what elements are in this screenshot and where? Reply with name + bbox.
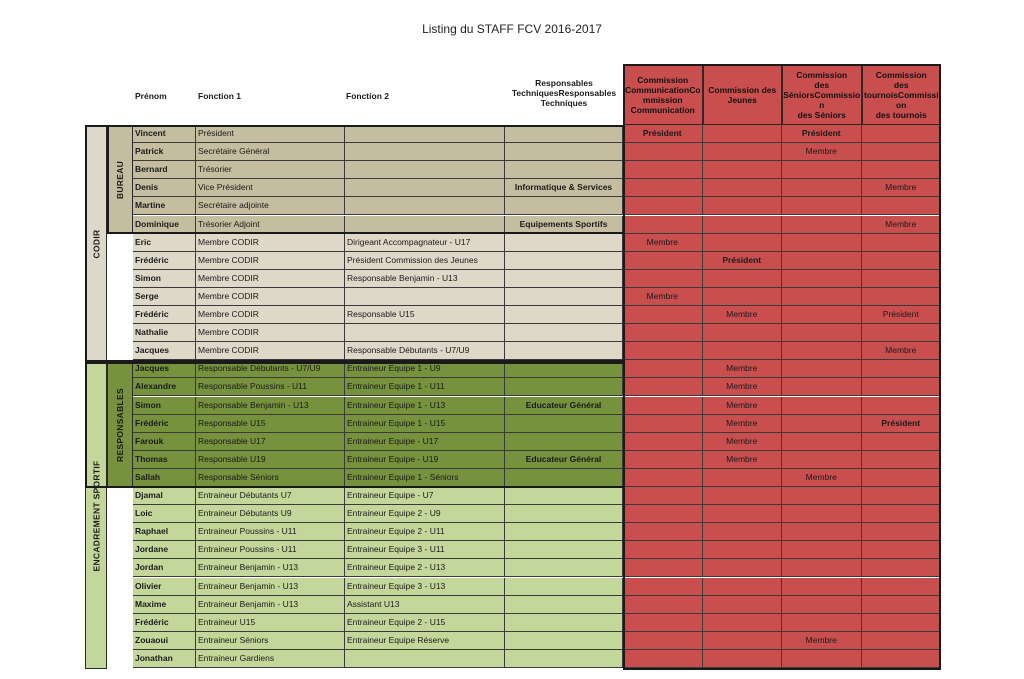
table-row	[133, 650, 941, 668]
commission-cell-4	[862, 433, 942, 451]
table-row	[133, 415, 941, 433]
table-row	[133, 179, 941, 197]
commission-cell-1: Membre	[623, 288, 703, 306]
commission-cell-1	[623, 324, 703, 342]
commission-cell-2: Membre	[703, 415, 783, 433]
commission-cell-2: Membre	[703, 397, 783, 415]
commission-cell-4	[862, 234, 942, 252]
fonction-2: Entraineur Equipe 1 - Séniors	[345, 469, 505, 487]
commission-cell-2	[703, 342, 783, 360]
group-codir-label: CODIR	[91, 229, 102, 258]
table-row	[133, 578, 941, 596]
commission-cell-1	[623, 342, 703, 360]
header-fonction-2: Fonction 2	[346, 91, 389, 101]
commission-cell-1	[623, 378, 703, 396]
responsable-technique	[505, 324, 623, 342]
group-bureau	[107, 125, 133, 234]
fonction-2: Entraineur Equipe 1 - U11	[345, 378, 505, 396]
table-row	[133, 252, 941, 270]
commission-cell-4	[862, 541, 942, 559]
fonction-2	[345, 161, 505, 179]
responsable-technique	[505, 125, 623, 143]
fonction-2: Entraineur Equipe 3 - U11	[345, 541, 505, 559]
fonction-2	[345, 216, 505, 234]
commission-cell-4	[862, 632, 942, 650]
responsable-technique	[505, 487, 623, 505]
commission-cell-3	[782, 288, 862, 306]
commission-cell-4	[862, 469, 942, 487]
fonction-1: Responsable U15	[196, 415, 345, 433]
commission-cell-1	[623, 596, 703, 614]
commission-cell-2	[703, 614, 783, 632]
staff-name: Serge	[133, 288, 196, 306]
commission-cell-3: Membre	[782, 632, 862, 650]
fonction-2: Entraineur Equipe - U17	[345, 433, 505, 451]
table-row	[133, 614, 941, 632]
group-bureau-label: BUREAU	[115, 160, 126, 199]
commission-cell-3	[782, 397, 862, 415]
commission-header-1: Commission CommunicationCo mmission Communication	[623, 64, 703, 125]
fonction-1: Membre CODIR	[196, 306, 345, 324]
table-row	[133, 505, 941, 523]
commission-cell-3	[782, 415, 862, 433]
commission-cell-4	[862, 487, 942, 505]
responsable-technique: Informatique & Services	[505, 179, 623, 197]
table-row	[133, 125, 941, 143]
responsable-technique	[505, 469, 623, 487]
commission-cell-3	[782, 216, 862, 234]
group-encadrement-sportif	[85, 362, 107, 669]
fonction-1: Membre CODIR	[196, 324, 345, 342]
fonction-2: Entraineur Equipe 3 - U13	[345, 578, 505, 596]
commission-cell-3	[782, 505, 862, 523]
staff-name: Sallah	[133, 469, 196, 487]
fonction-1: Entraineur Débutants U7	[196, 487, 345, 505]
commission-cell-2	[703, 161, 783, 179]
commission-cell-4	[862, 270, 942, 288]
commission-cell-1	[623, 614, 703, 632]
commission-cell-1	[623, 216, 703, 234]
table-row	[133, 487, 941, 505]
fonction-1: Entraineur Séniors	[196, 632, 345, 650]
commission-cell-2	[703, 541, 783, 559]
staff-name: Jordane	[133, 541, 196, 559]
fonction-1: Membre CODIR	[196, 342, 345, 360]
commission-cell-3	[782, 252, 862, 270]
table-row	[133, 451, 941, 469]
fonction-1: Membre CODIR	[196, 288, 345, 306]
commission-cell-2	[703, 650, 783, 668]
responsable-technique	[505, 161, 623, 179]
commission-cell-4	[862, 252, 942, 270]
commission-cell-1	[623, 415, 703, 433]
commission-cell-1	[623, 559, 703, 577]
responsable-technique	[505, 632, 623, 650]
responsable-technique	[505, 614, 623, 632]
commission-cell-1	[623, 179, 703, 197]
table-row	[133, 397, 941, 415]
commission-cell-2: Membre	[703, 360, 783, 378]
commission-header-4: Commission des tournoisCommissi on des tournois	[862, 64, 942, 125]
commission-cell-1: Membre	[623, 234, 703, 252]
commission-cell-1: Président	[623, 125, 703, 143]
fonction-1: Responsable Poussins - U11	[196, 378, 345, 396]
group-codir	[85, 125, 107, 362]
fonction-2: Responsable U15	[345, 306, 505, 324]
commission-cell-1	[623, 469, 703, 487]
staff-name: Olivier	[133, 578, 196, 596]
commission-cell-2	[703, 578, 783, 596]
commission-cell-2	[703, 197, 783, 215]
commission-cell-3	[782, 523, 862, 541]
fonction-1: Trésorier	[196, 161, 345, 179]
fonction-2: Responsable Benjamin - U13	[345, 270, 505, 288]
responsable-technique	[505, 415, 623, 433]
commission-cell-3	[782, 433, 862, 451]
table-row	[133, 541, 941, 559]
fonction-2	[345, 125, 505, 143]
commission-cell-4	[862, 360, 942, 378]
responsable-technique	[505, 143, 623, 161]
fonction-1: Responsable U17	[196, 433, 345, 451]
table-row	[133, 306, 941, 324]
responsable-technique	[505, 650, 623, 668]
commission-cell-1	[623, 578, 703, 596]
responsable-technique	[505, 578, 623, 596]
commission-cell-4	[862, 559, 942, 577]
responsable-technique	[505, 523, 623, 541]
table-row	[133, 234, 941, 252]
commission-cell-3	[782, 596, 862, 614]
commission-cell-2	[703, 216, 783, 234]
commission-cell-4: Président	[862, 306, 942, 324]
commission-cell-4	[862, 614, 942, 632]
table-row	[133, 559, 941, 577]
fonction-1: Entraineur Poussins - U11	[196, 541, 345, 559]
commission-header-3: Commission des SéniorsCommissio n des Séniors	[782, 64, 862, 125]
commission-cell-4	[862, 505, 942, 523]
commission-cell-1	[623, 306, 703, 324]
staff-name: Simon	[133, 397, 196, 415]
commission-cell-2: Président	[703, 252, 783, 270]
table-row	[133, 288, 941, 306]
staff-name: Alexandre	[133, 378, 196, 396]
commission-cell-1	[623, 397, 703, 415]
commission-cell-2	[703, 523, 783, 541]
fonction-2	[345, 324, 505, 342]
fonction-1: Président	[196, 125, 345, 143]
responsable-technique: Educateur Général	[505, 397, 623, 415]
fonction-1: Vice Président	[196, 179, 345, 197]
fonction-1: Entraineur U15	[196, 614, 345, 632]
fonction-2: Entraineur Equipe - U7	[345, 487, 505, 505]
responsable-technique	[505, 559, 623, 577]
fonction-2	[345, 143, 505, 161]
table-row	[133, 270, 941, 288]
fonction-2	[345, 288, 505, 306]
fonction-1: Responsable Séniors	[196, 469, 345, 487]
staff-name: Vincent	[133, 125, 196, 143]
commission-cell-3	[782, 306, 862, 324]
table-row	[133, 197, 941, 215]
commission-cell-1	[623, 433, 703, 451]
staff-name: Frédéric	[133, 415, 196, 433]
commission-cell-3	[782, 614, 862, 632]
staff-name: Raphael	[133, 523, 196, 541]
table-row	[133, 469, 941, 487]
commission-cell-2	[703, 324, 783, 342]
staff-name: Thomas	[133, 451, 196, 469]
fonction-2: Entraineur Equipe 2 - U13	[345, 559, 505, 577]
commission-cell-1	[623, 270, 703, 288]
responsable-technique	[505, 270, 623, 288]
commission-cell-1	[623, 487, 703, 505]
responsable-technique	[505, 197, 623, 215]
commission-cell-1	[623, 451, 703, 469]
table-row	[133, 360, 941, 378]
staff-name: Frédéric	[133, 614, 196, 632]
fonction-1: Membre CODIR	[196, 234, 345, 252]
fonction-1: Responsable U19	[196, 451, 345, 469]
staff-name: Zouaoui	[133, 632, 196, 650]
fonction-1: Responsable Débutants - U7/U9	[196, 360, 345, 378]
commission-cell-2	[703, 143, 783, 161]
responsable-technique	[505, 378, 623, 396]
fonction-1: Entraineur Benjamin - U13	[196, 559, 345, 577]
commission-cell-4	[862, 451, 942, 469]
commission-cell-3	[782, 559, 862, 577]
staff-name: Frédéric	[133, 306, 196, 324]
commission-cell-4: Membre	[862, 216, 942, 234]
staff-name: Maxime	[133, 596, 196, 614]
fonction-1: Entraineur Benjamin - U13	[196, 578, 345, 596]
commission-cell-4	[862, 125, 942, 143]
header-prenom: Prénom	[135, 91, 167, 101]
commission-cell-3	[782, 378, 862, 396]
staff-name: Nathalie	[133, 324, 196, 342]
commission-cell-3: Membre	[782, 469, 862, 487]
commission-cell-1	[623, 143, 703, 161]
table-row	[133, 632, 941, 650]
commission-cell-3	[782, 578, 862, 596]
staff-name: Simon	[133, 270, 196, 288]
commission-cell-2	[703, 469, 783, 487]
staff-name: Bernard	[133, 161, 196, 179]
commission-cell-4	[862, 143, 942, 161]
fonction-2: Président Commission des Jeunes	[345, 252, 505, 270]
fonction-1: Entraineur Poussins - U11	[196, 523, 345, 541]
commission-cell-2: Membre	[703, 451, 783, 469]
commission-cell-1	[623, 541, 703, 559]
group-responsables	[107, 362, 133, 488]
table-row	[133, 216, 941, 234]
commission-cell-3	[782, 324, 862, 342]
commission-cell-2	[703, 125, 783, 143]
staff-name: Djamal	[133, 487, 196, 505]
fonction-2: Dirigeant Accompagnateur - U17	[345, 234, 505, 252]
staff-name: Martine	[133, 197, 196, 215]
commission-cell-3	[782, 451, 862, 469]
commission-cell-3: Président	[782, 125, 862, 143]
commission-cell-3	[782, 360, 862, 378]
responsable-technique	[505, 433, 623, 451]
commission-cell-2	[703, 596, 783, 614]
staff-name: Denis	[133, 179, 196, 197]
commission-cell-2	[703, 487, 783, 505]
staff-name: Farouk	[133, 433, 196, 451]
table-row	[133, 143, 941, 161]
commission-cell-4	[862, 288, 942, 306]
commission-cell-2: Membre	[703, 306, 783, 324]
responsable-technique	[505, 342, 623, 360]
commission-cell-3	[782, 234, 862, 252]
commission-cell-2	[703, 179, 783, 197]
commission-cell-3	[782, 342, 862, 360]
commission-cell-4	[862, 523, 942, 541]
responsable-technique	[505, 234, 623, 252]
commission-cell-1	[623, 523, 703, 541]
commission-cell-2	[703, 559, 783, 577]
commission-cell-4	[862, 324, 942, 342]
commission-cell-1	[623, 252, 703, 270]
commission-cell-2	[703, 234, 783, 252]
commission-cell-3	[782, 179, 862, 197]
commission-cell-4	[862, 397, 942, 415]
fonction-2: Entraineur Equipe 2 - U9	[345, 505, 505, 523]
commission-cell-4	[862, 650, 942, 668]
commission-cell-4	[862, 596, 942, 614]
fonction-1: Membre CODIR	[196, 252, 345, 270]
page-title: Listing du STAFF FCV 2016-2017	[422, 22, 602, 36]
staff-name: Loic	[133, 505, 196, 523]
table-row	[133, 433, 941, 451]
commission-cell-2: Membre	[703, 378, 783, 396]
fonction-1: Secrétaire adjointe	[196, 197, 345, 215]
commission-cell-3	[782, 270, 862, 288]
fonction-2	[345, 650, 505, 668]
commission-cell-3	[782, 650, 862, 668]
header-fonction-1: Fonction 1	[198, 91, 241, 101]
staff-name: Jordan	[133, 559, 196, 577]
responsable-technique	[505, 596, 623, 614]
fonction-2: Responsable Débutants - U7/U9	[345, 342, 505, 360]
commission-header-2: Commission des Jeunes	[703, 64, 783, 125]
header-responsables-techniques: Responsables TechniquesResponsables Techniques	[511, 78, 617, 108]
fonction-2	[345, 197, 505, 215]
commission-cell-1	[623, 650, 703, 668]
fonction-2: Entraineur Equipe Réserve	[345, 632, 505, 650]
fonction-1: Secrétaire Général	[196, 143, 345, 161]
commission-cell-4: Membre	[862, 179, 942, 197]
table-row	[133, 596, 941, 614]
table-row	[133, 342, 941, 360]
staff-name: Jacques	[133, 342, 196, 360]
commission-cell-3	[782, 161, 862, 179]
commission-cell-3	[782, 487, 862, 505]
commission-cell-3	[782, 197, 862, 215]
fonction-1: Entraineur Débutants U9	[196, 505, 345, 523]
table-row	[133, 378, 941, 396]
commission-cell-2	[703, 270, 783, 288]
fonction-1: Responsable Benjamin - U13	[196, 397, 345, 415]
table-row	[133, 161, 941, 179]
fonction-2: Entraineur Equipe 1 - U15	[345, 415, 505, 433]
staff-name: Jacques	[133, 360, 196, 378]
commission-cell-4	[862, 161, 942, 179]
responsable-technique: Educateur Général	[505, 451, 623, 469]
staff-name: Dominique	[133, 216, 196, 234]
commission-cell-4	[862, 578, 942, 596]
commission-cell-1	[623, 505, 703, 523]
commission-cell-1	[623, 197, 703, 215]
responsable-technique	[505, 306, 623, 324]
group-responsables-label: RESPONSABLES	[115, 388, 126, 462]
fonction-2	[345, 179, 505, 197]
responsable-technique	[505, 541, 623, 559]
fonction-2: Entraineur Equipe 2 - U15	[345, 614, 505, 632]
commission-cell-2: Membre	[703, 433, 783, 451]
staff-name: Eric	[133, 234, 196, 252]
group-encadrement-label: ENCADREMENT SPORTIF	[91, 459, 102, 572]
fonction-2: Entraineur Equipe - U19	[345, 451, 505, 469]
responsable-technique: Equipements Sportifs	[505, 216, 623, 234]
responsable-technique	[505, 252, 623, 270]
commission-cell-4: Président	[862, 415, 942, 433]
commission-cell-4	[862, 378, 942, 396]
commission-cell-1	[623, 360, 703, 378]
staff-name: Jonathan	[133, 650, 196, 668]
commission-cell-3: Membre	[782, 143, 862, 161]
fonction-2: Entraineur Equipe 1 - U9	[345, 360, 505, 378]
responsable-technique	[505, 288, 623, 306]
fonction-1: Entraineur Gardiens	[196, 650, 345, 668]
commission-cell-3	[782, 541, 862, 559]
commission-cell-4	[862, 197, 942, 215]
responsable-technique	[505, 505, 623, 523]
responsable-technique	[505, 360, 623, 378]
table-row	[133, 324, 941, 342]
fonction-2: Assistant U13	[345, 596, 505, 614]
fonction-2: Entraineur Equipe 2 - U11	[345, 523, 505, 541]
staff-name: Patrick	[133, 143, 196, 161]
commission-cell-2	[703, 288, 783, 306]
commission-cell-2	[703, 632, 783, 650]
commission-cell-4: Membre	[862, 342, 942, 360]
commission-cell-1	[623, 161, 703, 179]
fonction-1: Membre CODIR	[196, 270, 345, 288]
commission-cell-2	[703, 505, 783, 523]
table-row	[133, 523, 941, 541]
staff-name: Frédéric	[133, 252, 196, 270]
fonction-2: Entraineur Equipe 1 - U13	[345, 397, 505, 415]
commission-cell-1	[623, 632, 703, 650]
fonction-1: Trésorier Adjoint	[196, 216, 345, 234]
fonction-1: Entraineur Benjamin - U13	[196, 596, 345, 614]
